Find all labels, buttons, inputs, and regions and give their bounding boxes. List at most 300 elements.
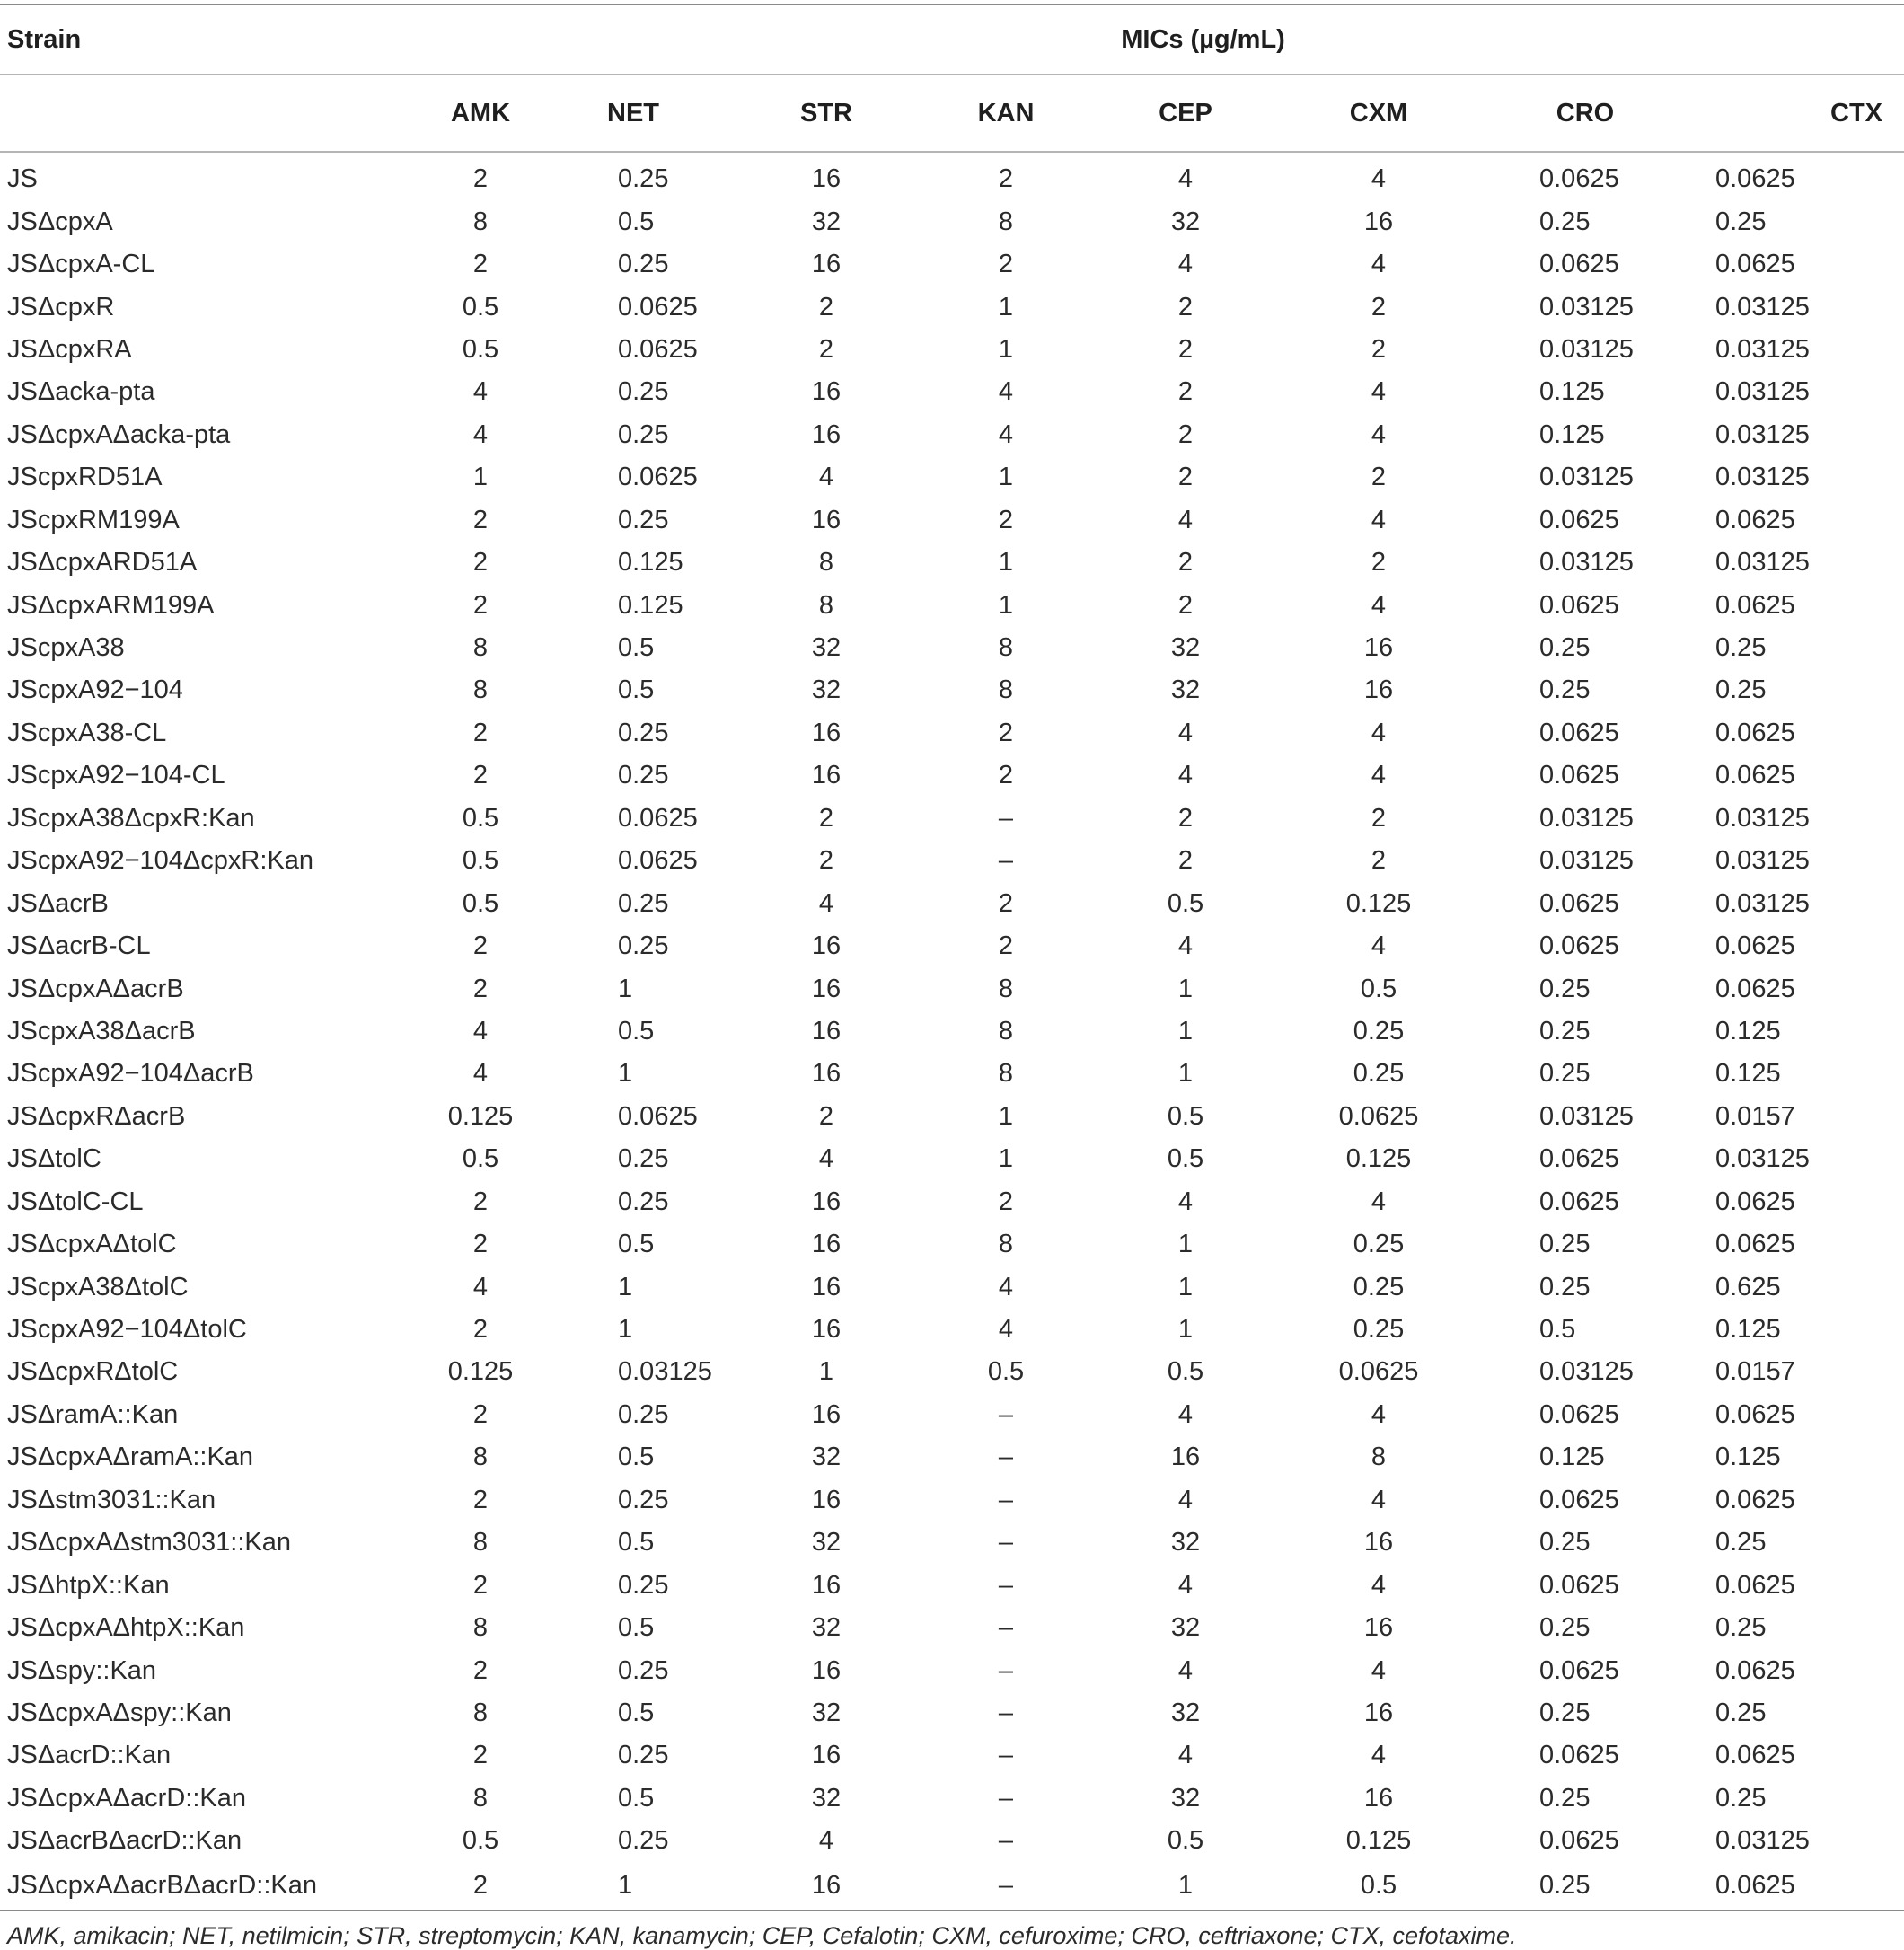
mic-value-cell: 0.0625 (1715, 164, 1795, 194)
mic-value-cell: 0.25 (618, 377, 669, 407)
mic-value-cell: 0.125 (1345, 1144, 1412, 1174)
mic-value-cell: 16 (811, 1059, 842, 1089)
table-row (0, 152, 1904, 200)
mic-value-cell: 4 (1371, 1570, 1387, 1600)
mic-value-cell: 0.25 (618, 1741, 669, 1770)
mic-value-cell: 4 (1177, 1485, 1194, 1514)
mic-value-cell: 1 (1177, 1016, 1194, 1046)
mic-value-cell: 0.5 (618, 1443, 655, 1472)
mic-value-cell: 16 (811, 419, 842, 449)
mic-value-cell: 4 (1371, 419, 1387, 449)
mic-value-cell: 8 (998, 1016, 1014, 1046)
mic-value-cell: 0.03125 (1715, 419, 1810, 449)
table-row (0, 499, 1904, 542)
mic-value-cell: 32 (811, 207, 842, 236)
table-row (0, 1820, 1904, 1862)
mic-value-cell: 0.03125 (618, 1357, 712, 1387)
mic-value-cell: 32 (1170, 675, 1201, 705)
strain-name-cell: JSΔcpxAΔspy::Kan (7, 1698, 232, 1727)
mic-value-cell: 32 (811, 1443, 842, 1472)
mic-value-cell: 0.0625 (618, 292, 698, 322)
drug-header-cro: CRO (1473, 75, 1697, 152)
table-row (0, 712, 1904, 754)
table-row (0, 286, 1904, 328)
strain-name-cell: JSΔcpxAΔhtpX::Kan (7, 1613, 245, 1643)
mic-value-cell: 4 (1371, 718, 1387, 747)
mic-value-cell: 0.5 (462, 334, 499, 364)
mic-value-cell: 2 (472, 761, 489, 790)
mic-value-cell: 2 (818, 292, 834, 322)
strain-name-cell: JSΔacrBΔacrD::Kan (7, 1826, 242, 1856)
mic-value-cell: 0.5 (618, 1016, 655, 1046)
mic-value-cell: 4 (818, 888, 834, 918)
mic-value-cell: 0.25 (618, 931, 669, 961)
mic-value-cell: 16 (811, 1016, 842, 1046)
mic-value-cell: 4 (1177, 1570, 1194, 1600)
strain-name-cell: JScpxA92−104 (7, 675, 183, 705)
mic-value-cell: 4 (472, 1016, 489, 1046)
mic-value-cell: 32 (811, 1698, 842, 1727)
strain-name-cell: JSΔcpxAΔramA::Kan (7, 1443, 254, 1472)
mic-value-cell: 8 (998, 1059, 1014, 1089)
mic-value-cell: 8 (472, 1528, 489, 1557)
mic-value-cell: 0.5 (462, 846, 499, 876)
strain-name-cell: JScpxA92−104ΔtolC (7, 1315, 247, 1345)
drug-header-str: STR (727, 75, 925, 152)
drug-header-cxm: CXM (1284, 75, 1473, 152)
mic-value-cell: 16 (811, 761, 842, 790)
mic-value-cell: 0.0625 (1539, 1655, 1619, 1685)
mic-value-cell: 1 (472, 463, 489, 492)
mic-value-cell: 8 (998, 1230, 1014, 1259)
mic-value-cell: 0.125 (1715, 1315, 1781, 1345)
mic-value-cell: – (998, 846, 1014, 876)
mic-value-cell: 2 (472, 1315, 489, 1345)
mic-value-cell: 0.25 (1539, 1698, 1591, 1727)
mic-value-cell: 0.5 (462, 888, 499, 918)
mic-value-cell: 0.125 (1715, 1016, 1781, 1046)
mic-value-cell: 0.125 (1715, 1443, 1781, 1472)
mic-value-cell: 0.25 (618, 250, 669, 279)
mic-value-cell: 0.03125 (1539, 803, 1634, 833)
mic-value-cell: 0.125 (618, 548, 683, 578)
mic-value-cell: 4 (1371, 1187, 1387, 1216)
mic-value-cell: – (998, 803, 1014, 833)
mic-value-cell: 0.0625 (618, 803, 698, 833)
mic-value-cell: 0.0625 (1539, 1741, 1619, 1770)
mic-value-cell: 1 (618, 1059, 633, 1089)
strain-name-cell: JSΔtolC-CL (7, 1187, 144, 1216)
strain-name-cell: JSΔtolC (7, 1144, 101, 1174)
mic-value-cell: – (998, 1613, 1014, 1643)
mic-value-cell: 8 (1371, 1443, 1387, 1472)
mic-value-cell: 0.0625 (1715, 931, 1795, 961)
mic-value-cell: 0.25 (1353, 1230, 1405, 1259)
mic-value-cell: 0.0625 (1715, 974, 1795, 1003)
strain-name-cell: JScpxA38ΔtolC (7, 1272, 189, 1301)
strain-name-cell: JSΔcpxA (7, 207, 113, 236)
mic-value-cell: 16 (811, 1230, 842, 1259)
mic-value-cell: 0.03125 (1715, 803, 1810, 833)
mic-value-cell: 4 (1177, 1655, 1194, 1685)
mic-value-cell: 1 (818, 1357, 834, 1387)
mic-value-cell: 16 (1363, 675, 1394, 705)
mic-value-cell: 16 (811, 1399, 842, 1429)
mic-value-cell: 0.25 (618, 505, 669, 534)
mic-value-cell: 2 (472, 164, 489, 194)
mic-value-cell: 0.03125 (1715, 1826, 1810, 1856)
table-row (0, 456, 1904, 499)
drug-header-cep: CEP (1087, 75, 1284, 152)
mic-value-cell: 0.25 (618, 888, 669, 918)
mic-value-cell: 2 (998, 505, 1014, 534)
mic-value-cell: 0.0157 (1715, 1101, 1795, 1131)
mic-value-cell: 0.25 (618, 761, 669, 790)
table-row (0, 1096, 1904, 1138)
mic-value-cell: 2 (472, 1399, 489, 1429)
strain-name-cell: JScpxA92−104-CL (7, 761, 225, 790)
mic-value-cell: 4 (818, 1144, 834, 1174)
mic-value-cell: 0.25 (618, 164, 669, 194)
mic-value-cell: 2 (1371, 292, 1387, 322)
mic-value-cell: 0.25 (1715, 633, 1767, 663)
mic-value-cell: 4 (998, 1315, 1014, 1345)
mic-value-cell: 0.5 (618, 207, 655, 236)
mic-value-cell: 2 (1177, 292, 1194, 322)
mic-value-cell: 0.0625 (1539, 1826, 1619, 1856)
mic-value-cell: 16 (1170, 1443, 1201, 1472)
mic-value-cell: 32 (811, 1528, 842, 1557)
mic-value-cell: 16 (811, 377, 842, 407)
mic-value-cell: 0.5 (1167, 1357, 1204, 1387)
strain-name-cell: JScpxA38 (7, 633, 125, 663)
table-row (0, 1479, 1904, 1522)
table-row (0, 967, 1904, 1010)
mic-value-cell: – (998, 1655, 1014, 1685)
mic-value-cell: 1 (998, 334, 1014, 364)
mic-value-cell: 0.5 (1284, 1863, 1473, 1910)
mic-value-cell: 0.25 (1715, 675, 1767, 705)
table-row (0, 925, 1904, 967)
mic-value-cell: 8 (998, 207, 1014, 236)
mic-value-cell: 0.25 (618, 1826, 669, 1856)
table-row (0, 798, 1904, 840)
mic-value-cell: 0.0625 (1715, 1187, 1795, 1216)
drug-header-amk: AMK (422, 75, 539, 152)
mic-value-cell: 4 (1371, 590, 1387, 620)
mic-value-cell: 2 (998, 164, 1014, 194)
mic-value-cell: 2 (1371, 463, 1387, 492)
mic-value-cell: 0.125 (1539, 419, 1605, 449)
mic-value-cell: 0.0625 (1338, 1357, 1419, 1387)
table-row (0, 1266, 1904, 1308)
mic-value-cell: 0.0625 (1715, 1399, 1795, 1429)
mic-value-cell: 0.0625 (1539, 1187, 1619, 1216)
strain-name-cell: JScpxA38ΔcpxR:Kan (7, 803, 255, 833)
mic-value-cell: 2 (472, 505, 489, 534)
drug-header-row (0, 75, 1904, 152)
table-row (0, 1863, 1904, 1910)
mic-value-cell: 0.25 (1539, 1528, 1591, 1557)
mic-value-cell: 0.03125 (1715, 1144, 1810, 1174)
mic-value-cell: 16 (727, 1863, 925, 1910)
mic-value-cell: – (925, 1863, 1087, 1910)
mic-value-cell: 0.125 (1345, 888, 1412, 918)
strain-name-cell: JSΔacrB (7, 888, 109, 918)
mic-value-cell: 4 (1371, 505, 1387, 534)
mic-value-cell: 4 (1371, 931, 1387, 961)
mic-value-cell: 4 (998, 377, 1014, 407)
mic-value-cell: 32 (1170, 1613, 1201, 1643)
strain-name-cell: JSΔcpxAΔacka-pta (7, 419, 231, 449)
mic-value-cell: 2 (472, 548, 489, 578)
mic-value-cell: 2 (422, 1863, 539, 1910)
mic-value-cell: 0.5 (1360, 974, 1397, 1003)
mic-value-cell: 0.0625 (1715, 1570, 1795, 1600)
table-row (0, 1010, 1904, 1053)
mic-value-cell: 0.5 (618, 1613, 655, 1643)
table-row (0, 414, 1904, 456)
mic-value-cell: 8 (472, 675, 489, 705)
mic-value-cell: 0.25 (1715, 1613, 1767, 1643)
mic-value-cell: 0.25 (1539, 1272, 1591, 1301)
strain-name-cell: JS (7, 164, 38, 194)
mic-value-cell: – (998, 1399, 1014, 1429)
strain-header: Strain (0, 4, 422, 75)
mic-value-cell: 0.0625 (618, 334, 698, 364)
mic-value-cell: 0.0157 (1715, 1357, 1795, 1387)
mic-value-cell: 0.25 (618, 718, 669, 747)
mic-value-cell: 2 (472, 931, 489, 961)
mic-value-cell: 0.0625 (1539, 888, 1619, 918)
mic-value-cell: 32 (1170, 633, 1201, 663)
strain-name-cell: JSΔcpxR (7, 292, 115, 322)
table-row (0, 669, 1904, 711)
mic-value-cell: 8 (472, 207, 489, 236)
mic-value-cell: 4 (1371, 1655, 1387, 1685)
strain-name-cell: JScpxRM199A (7, 505, 180, 534)
mic-value-cell: 0.0625 (618, 1101, 698, 1131)
mic-value-cell: 0.0625 (1715, 1655, 1795, 1685)
mic-value-cell: 4 (1177, 761, 1194, 790)
mic-value-cell: 2 (818, 846, 834, 876)
mic-value-cell: 4 (818, 463, 834, 492)
mic-value-cell: 2 (998, 1187, 1014, 1216)
mic-value-cell: 16 (811, 1741, 842, 1770)
mics-header: MICs (µg/mL) (422, 4, 1904, 75)
mic-value-cell: 0.0625 (1539, 1570, 1619, 1600)
mic-value-cell: 0.25 (1353, 1315, 1405, 1345)
mic-value-cell: 0.0625 (1539, 1485, 1619, 1514)
mic-value-cell: 0.125 (1539, 377, 1605, 407)
mic-value-cell: 4 (1177, 1399, 1194, 1429)
mic-value-cell: 1 (1087, 1863, 1284, 1910)
mic-value-cell: 4 (1371, 1399, 1387, 1429)
mic-value-cell: 1 (1177, 1230, 1194, 1259)
mic-value-cell: 32 (811, 1783, 842, 1813)
mic-value-cell: 2 (472, 974, 489, 1003)
strain-name-cell: JSΔcpxARD51A (7, 548, 198, 578)
table-row (0, 243, 1904, 286)
mic-value-cell: 0.125 (447, 1101, 514, 1131)
table-row (0, 1223, 1904, 1266)
mic-value-cell: 0.03125 (1539, 1357, 1634, 1387)
mic-value-cell: 4 (1371, 164, 1387, 194)
table-row (0, 1522, 1904, 1564)
strain-name-cell: JSΔramA::Kan (7, 1399, 179, 1429)
mic-value-cell: 0.03125 (1715, 888, 1810, 918)
mic-value-cell: 0.125 (618, 590, 683, 620)
strain-name-cell: JSΔcpxA-CL (7, 250, 155, 279)
mic-value-cell: 0.625 (1715, 1272, 1781, 1301)
mic-value-cell: 1 (998, 548, 1014, 578)
mic-value-cell: 0.03125 (1539, 463, 1634, 492)
table-row (0, 584, 1904, 626)
mic-value-cell: 0.25 (1539, 1230, 1591, 1259)
mic-value-cell: 0.0625 (1539, 1399, 1619, 1429)
mic-value-cell: 0.03125 (1539, 548, 1634, 578)
strain-name-cell: JSΔhtpX::Kan (7, 1570, 170, 1600)
mic-value-cell: 4 (1177, 505, 1194, 534)
mic-value-cell: 1 (539, 1863, 727, 1910)
mic-value-cell: 4 (1177, 931, 1194, 961)
strain-name-cell: JSΔcpxAΔtolC (7, 1230, 177, 1259)
mic-value-cell: 8 (998, 633, 1014, 663)
strain-name-cell: JSΔacka-pta (7, 377, 155, 407)
mic-value-cell: 4 (1371, 1741, 1387, 1770)
mic-value-cell: 0.5 (618, 633, 655, 663)
mic-value-cell: 0.5 (462, 292, 499, 322)
mic-value-cell: 0.0625 (618, 846, 698, 876)
mic-value-cell: 0.5 (1167, 1101, 1204, 1131)
mic-value-cell: 8 (472, 1698, 489, 1727)
strain-name-cell: JScpxRD51A (7, 463, 163, 492)
strain-name-cell: JSΔcpxRA (7, 334, 132, 364)
mic-value-cell: 0.125 (1715, 1059, 1781, 1089)
mic-value-cell: 2 (1371, 803, 1387, 833)
strain-name-cell: JSΔcpxAΔstm3031::Kan (7, 1528, 291, 1557)
mic-value-cell: 0.25 (1473, 1863, 1697, 1910)
mic-value-cell: 0.5 (618, 1698, 655, 1727)
mic-value-cell: 16 (811, 718, 842, 747)
table-footnote: AMK, amikacin; NET, netilmicin; STR, streptomycin; KAN, kanamycin; CEP, Cefalotin; CXM, cefuroxime; CRO, ceftriaxone; CTX, cefotaxime. (7, 1921, 1517, 1949)
mic-value-cell: 4 (472, 1059, 489, 1089)
mic-value-cell: 1 (1177, 974, 1194, 1003)
mic-value-cell: 0.25 (618, 1187, 669, 1216)
mic-value-cell: 8 (818, 548, 834, 578)
mic-value-cell: 2 (1177, 803, 1194, 833)
mic-value-cell: 32 (811, 1613, 842, 1643)
table-row (0, 1436, 1904, 1478)
table-row (0, 1138, 1904, 1180)
table-row (0, 1394, 1904, 1436)
mic-value-cell: 0.5 (1167, 1144, 1204, 1174)
mic-value-cell: 16 (1363, 1613, 1394, 1643)
mic-value-cell: 0.0625 (1715, 1741, 1795, 1770)
strain-name-cell: JSΔcpxRΔtolC (7, 1357, 179, 1387)
mic-value-cell: 1 (998, 1144, 1014, 1174)
mic-value-cell: 16 (811, 1272, 842, 1301)
mic-value-cell: 2 (1177, 419, 1194, 449)
mic-value-cell: 2 (472, 1230, 489, 1259)
strain-name-cell: JSΔcpxAΔacrBΔacrD::Kan (0, 1863, 422, 1910)
mic-value-cell: 2 (1177, 548, 1194, 578)
mic-value-cell: 2 (818, 803, 834, 833)
strain-name-cell: JSΔcpxAΔacrB (7, 974, 184, 1003)
mic-value-cell: 4 (1371, 761, 1387, 790)
mic-value-cell: 0.5 (618, 1230, 655, 1259)
strain-name-cell: JScpxA38-CL (7, 718, 167, 747)
mic-value-cell: 32 (811, 675, 842, 705)
mic-value-cell: 0.0625 (1539, 164, 1619, 194)
mic-value-cell: 0.0625 (1715, 250, 1795, 279)
strain-name-cell: JSΔstm3031::Kan (7, 1485, 216, 1514)
table-body (0, 152, 1904, 1910)
mic-value-cell: 32 (1170, 1528, 1201, 1557)
mic-value-cell: 2 (818, 1101, 834, 1131)
mic-value-cell: 4 (1177, 250, 1194, 279)
strain-name-cell: JSΔcpxARM199A (7, 590, 215, 620)
mic-value-cell: 0.25 (1539, 1783, 1591, 1813)
mic-value-cell: – (998, 1570, 1014, 1600)
mic-value-cell: 32 (811, 633, 842, 663)
drug-header-kan: KAN (925, 75, 1087, 152)
mic-value-cell: – (998, 1741, 1014, 1770)
table-row (0, 329, 1904, 371)
mic-value-cell: 2 (472, 1485, 489, 1514)
mic-value-cell: 0.125 (447, 1357, 514, 1387)
mic-value-cell: 1 (618, 1272, 633, 1301)
mic-value-cell: 0.25 (1539, 675, 1591, 705)
mic-value-cell: 1 (1177, 1315, 1194, 1345)
mic-value-cell: 0.25 (1539, 1613, 1591, 1643)
mic-value-cell: 8 (472, 633, 489, 663)
mic-value-cell: 4 (1371, 377, 1387, 407)
mic-value-cell: 16 (811, 250, 842, 279)
mic-value-cell: 1 (998, 590, 1014, 620)
mic-value-cell: 16 (811, 164, 842, 194)
mic-value-cell: 4 (998, 419, 1014, 449)
mic-value-cell: 16 (1363, 1698, 1394, 1727)
mic-value-cell: 0.0625 (1539, 761, 1619, 790)
mic-value-cell: 0.03125 (1715, 846, 1810, 876)
mic-value-cell: 2 (818, 334, 834, 364)
table-row (0, 1778, 1904, 1820)
mic-value-cell: 16 (1363, 1528, 1394, 1557)
table-header-row (0, 4, 1904, 75)
table-row (0, 1692, 1904, 1734)
strain-name-cell: JScpxA92−104ΔcpxR:Kan (7, 846, 313, 876)
mic-value-cell: 1 (1177, 1059, 1194, 1089)
mic-value-cell: – (998, 1698, 1014, 1727)
table-row (0, 1351, 1904, 1393)
mic-value-cell: 0.5 (1167, 888, 1204, 918)
mic-value-cell: 0.03125 (1715, 548, 1810, 578)
mic-value-cell: 16 (811, 1655, 842, 1685)
strain-name-cell: JSΔacrD::Kan (7, 1741, 172, 1770)
mic-value-cell: 2 (472, 1655, 489, 1685)
mic-value-cell: – (998, 1443, 1014, 1472)
mic-value-cell: 2 (1177, 463, 1194, 492)
mic-value-cell: 0.0625 (1715, 505, 1795, 534)
mic-value-cell: 0.03125 (1715, 334, 1810, 364)
mic-value-cell: 4 (1177, 718, 1194, 747)
mic-value-cell: 32 (1170, 207, 1201, 236)
mic-value-cell: 2 (1371, 846, 1387, 876)
mic-value-cell: 0.5 (987, 1357, 1025, 1387)
mic-value-cell: 0.25 (1715, 207, 1767, 236)
drug-header-net: NET (539, 75, 727, 152)
